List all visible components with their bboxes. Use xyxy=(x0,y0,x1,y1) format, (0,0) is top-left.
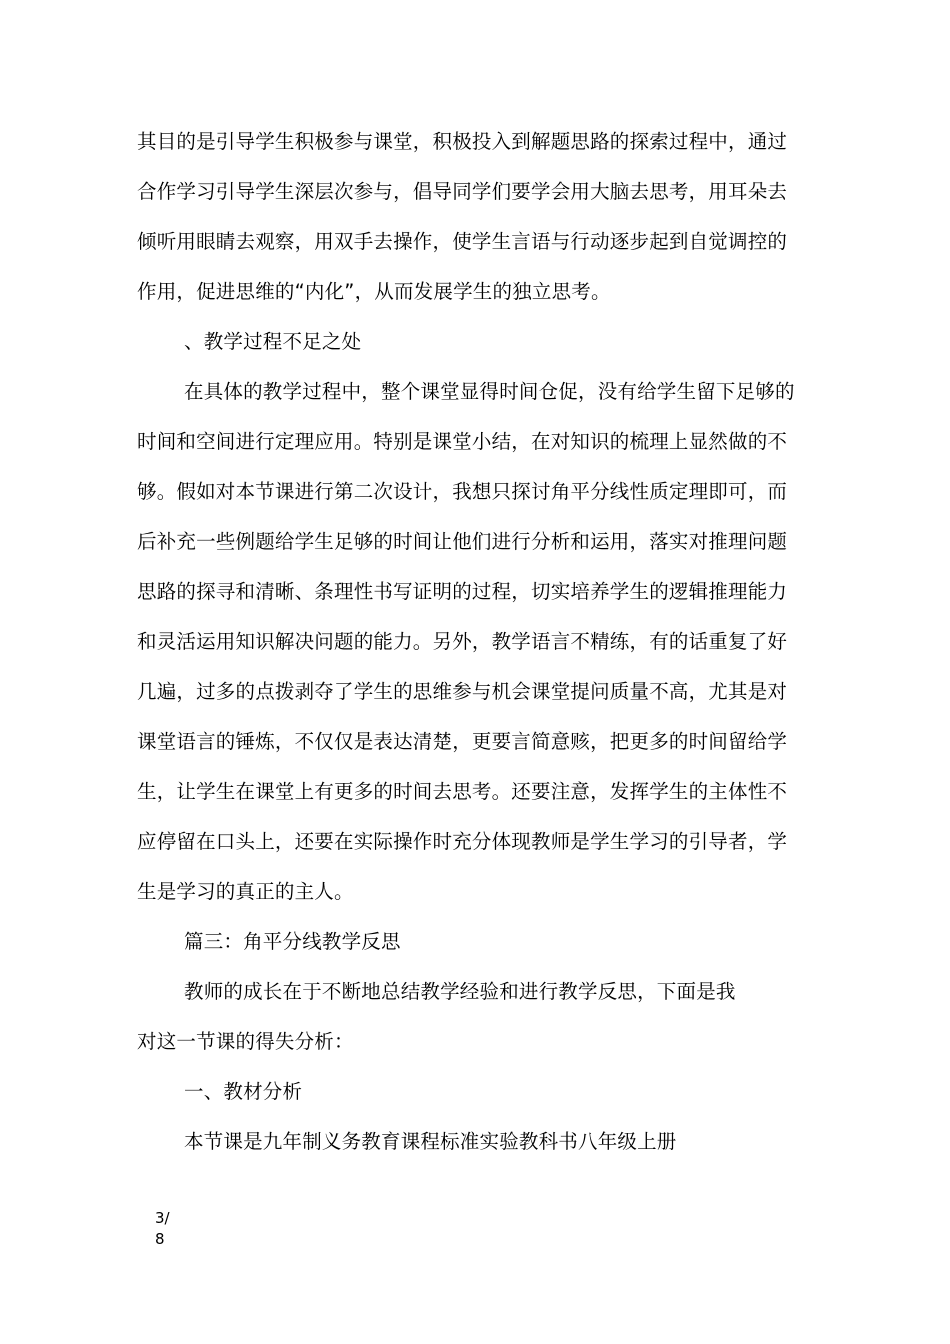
paragraph-line: 时间和空间进行定理应用。特别是课堂小结，在对知识的梳理上显然做的不 xyxy=(137,430,788,453)
article-title: 篇三：角平分线教学反思 xyxy=(184,930,401,953)
paragraph-line: 应停留在口头上，还要在实际操作时充分体现教师是学生学习的引导者，学 xyxy=(137,830,788,853)
section-heading: 一、教材分析 xyxy=(184,1080,303,1103)
paragraph-line: 合作学习引导学生深层次参与，倡导同学们要学会用大脑去思考，用耳朵去 xyxy=(137,180,788,203)
paragraph-line: 在具体的教学过程中，整个课堂显得时间仓促，没有给学生留下足够的 xyxy=(184,380,795,403)
paragraph-line: 后补充一些例题给学生足够的时间让他们进行分析和运用，落实对推理问题 xyxy=(137,530,788,553)
section-heading: 、教学过程不足之处 xyxy=(184,330,362,353)
paragraph-line: 本节课是九年制义务教育课程标准实验教科书八年级上册 xyxy=(184,1130,677,1153)
paragraph-line: 和灵活运用知识解决问题的能力。另外，教学语言不精练，有的话重复了好 xyxy=(137,630,788,653)
paragraph-line: 教师的成长在于不断地总结教学经验和进行教学反思，下面是我 xyxy=(184,980,736,1003)
paragraph-line: 作用，促进思维的“内化”，从而发展学生的独立思考。 xyxy=(137,280,611,303)
paragraph-line: 课堂语言的锤炼，不仅仅是表达清楚，更要言简意赅，把更多的时间留给学 xyxy=(137,730,788,753)
paragraph-line: 倾听用眼睛去观察，用双手去操作，使学生言语与行动逐步起到自觉调控的 xyxy=(137,230,788,253)
page-number xyxy=(155,1208,170,1250)
paragraph-line: 几遍，过多的点拨剥夺了学生的思维参与机会课堂提问质量不高，尤其是对 xyxy=(137,680,788,703)
paragraph-line: 对这一节课的得失分析： xyxy=(137,1030,354,1053)
paragraph-line: 生，让学生在课堂上有更多的时间去思考。还要注意，发挥学生的主体性不 xyxy=(137,780,788,803)
paragraph-line: 生是学习的真正的主人。 xyxy=(137,880,354,903)
paragraph-line: 思路的探寻和清晰、条理性书写证明的过程，切实培养学生的逻辑推理能力 xyxy=(137,580,788,603)
page-number-current: 3/ xyxy=(155,1209,170,1227)
paragraph-line: 够。假如对本节课进行第二次设计，我想只探讨角平分线性质定理即可，而 xyxy=(137,480,788,503)
paragraph-line: 其目的是引导学生积极参与课堂，积极投入到解题思路的探索过程中，通过 xyxy=(137,130,788,153)
page-number-total: 8 xyxy=(155,1230,165,1248)
